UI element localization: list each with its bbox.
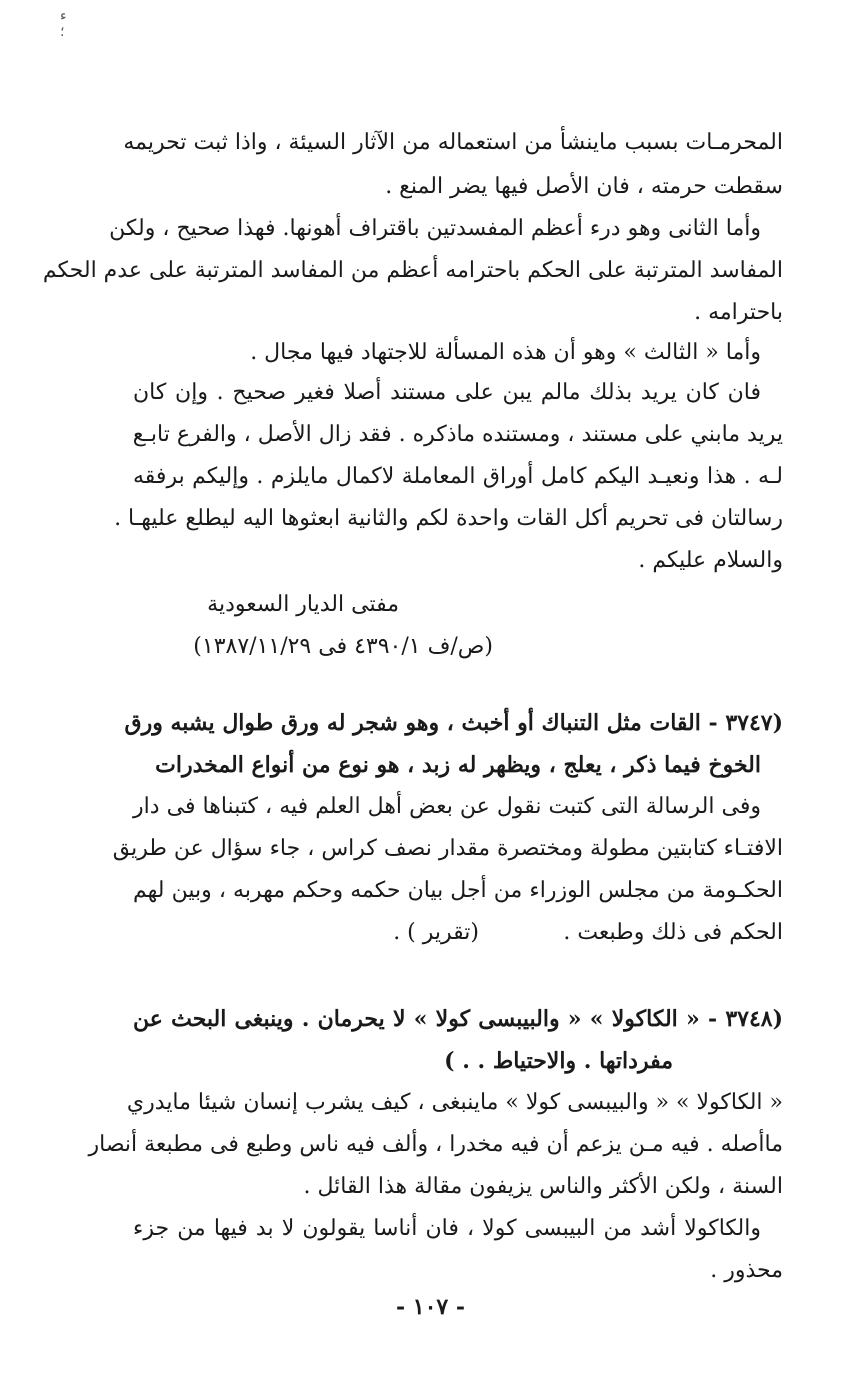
paragraph-line: يريد مابني على مستند ، ومستنده ماذكره . فقد زال الأصل ، والفرع تابـع [132,422,783,447]
paragraph-line: لـه . هذا ونعيـد اليكم كامل أوراق المعاملة لاكمال مايلزم . وإليكم برفقه [133,464,783,489]
signature-title: مفتى الديار السعودية [207,592,399,617]
section-heading-3747: (٣٧٤٧ - القات مثل التنباك أو أخبث ، وهو شجر له ورق طوال يشبه ورق [124,710,783,736]
paragraph-line: والسلام عليكم . [638,548,783,573]
paragraph-line: وأما « الثالث » وهو أن هذه المسألة للاجتهاد فيها مجال . [250,340,761,365]
paragraph-line: ماأصله . فيه مـن يزعم أن فيه مخدرا ، وألف فيه ناس وطبع فى مطبعة أنصار [88,1132,783,1157]
source-note: (تقرير ) . [393,920,479,945]
section-heading-3748: مفرداتها . والاحتياط . . ) [444,1048,673,1074]
paragraph-line: محذور . [710,1258,783,1283]
paragraph-line: الحكم فى ذلك وطبعت . [563,920,783,945]
paragraph-line: الافتـاء كتابتين مطولة ومختصرة مقدار نصف كراس ، جاء سؤال عن طريق [112,836,783,861]
paragraph-line: رسالتان فى تحريم أكل القات واحدة لكم والثانية ابعثوها اليه ليطلع عليهـا . [114,506,783,531]
paragraph-line: المفاسد المترتبة على الحكم باحترامه أعظم من المفاسد المترتبة على عدم الحكم [42,258,783,283]
paragraph-line: وفى الرسالة التى كتبت نقول عن بعض أهل العلم فيه ، كتبناها فى دار [133,794,761,819]
paragraph-line: السنة ، ولكن الأكثر والناس يزيفون مقالة هذا القائل . [303,1174,783,1199]
corner-scan-mark: ء ؛ [60,8,67,40]
reference-number: (ص/ف ٤٣٩٠/١ فى ١٣٨٧/١١/٢٩) [193,634,493,659]
section-heading-3747: الخوخ فيما ذكر ، يعلج ، ويظهر له زبد ، هو نوع من أنواع المخدرات [155,752,761,778]
paragraph-line: الحكـومة من مجلس الوزراء من أجل بيان حكمه وحكم مهربه ، وبين لهم [133,878,783,903]
paragraph-line: سقطت حرمته ، فان الأصل فيها يضر المنع . [385,174,783,199]
section-heading-3748: (٣٧٤٨ - « الكاكولا » « والبيبسى كولا » لا يحرمان . وينبغى البحث عن [133,1006,783,1032]
paragraph-line: فان كان يريد بذلك مالم يبن على مستند أصلا فغير صحيح . وإن كان [133,380,761,405]
paragraph-line: المحرمـات بسبب ماينشأ من استعماله من الآثار السيئة ، واذا ثبت تحريمه [123,130,783,155]
page-number: - ١٠٧ - [395,1294,466,1320]
paragraph-line: وأما الثانى وهو درء أعظم المفسدتين باقتراف أهونها. فهذا صحيح ، ولكن [109,216,761,241]
paragraph-line: باحترامه . [694,300,783,325]
paragraph-line: « الكاكولا » « والبيبسى كولا » ماينبغى ، كيف يشرب إنسان شيئا مايدري [126,1090,783,1115]
paragraph-line: والكاكولا أشد من البيبسى كولا ، فان أناسا يقولون لا بد فيها من جزء [133,1216,761,1241]
